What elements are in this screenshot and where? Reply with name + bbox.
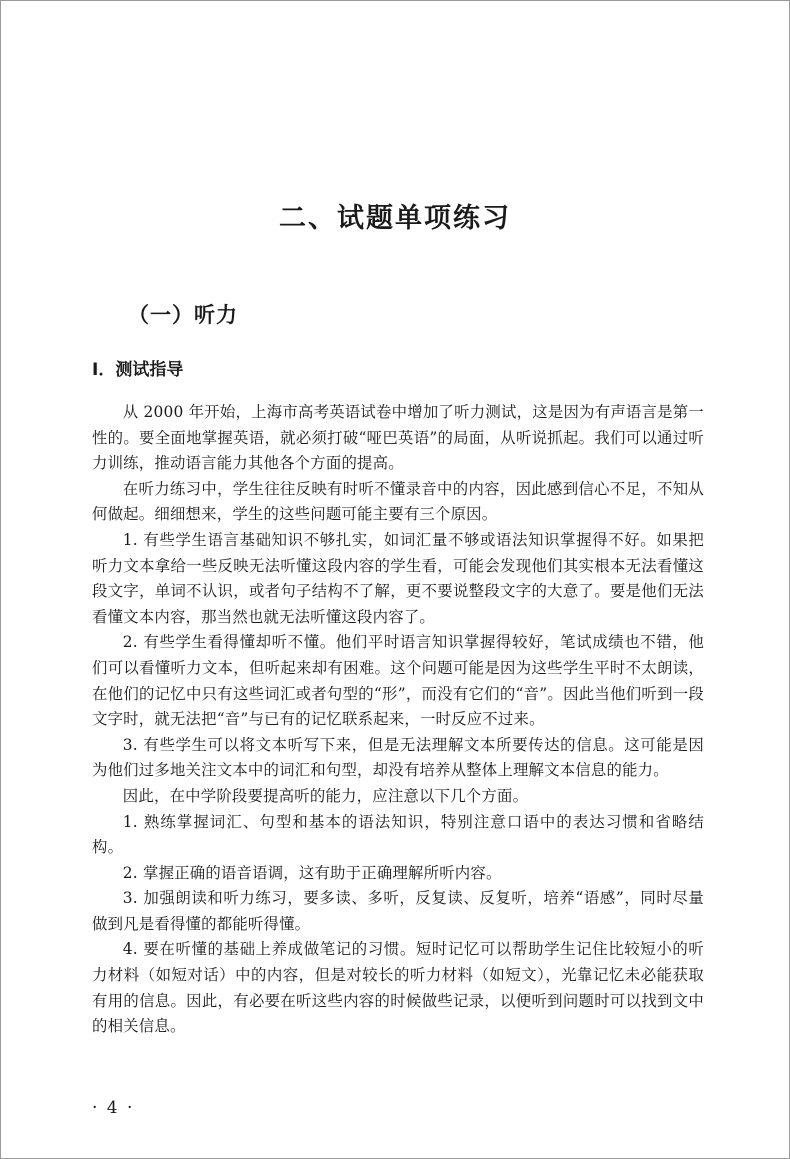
paragraph-reason-1: 1. 有些学生语言基础知识不够扎实，如词汇量不够或语法知识掌握得不好。如果把听力文本拿给一些反映无法听懂这段内容的学生看，可能会发现他们其实根本无法看懂这段文字，单词不认识，或者句子结构不了解，更不要说整段文字的大意了。要是他们无法看懂文本内容，那当然也就无法听懂这段内容了。 [92,530,704,626]
paragraph-problems: 在听力练习中，学生往往反映有时听不懂录音中的内容，因此感到信心不足，不知从何做起。细细想来，学生的这些问题可能主要有三个原因。 [92,479,704,524]
page-number: · 4 · [92,1098,135,1118]
chapter-title: 二、试题单项练习 [279,203,511,234]
body-text [92,400,704,1040]
paragraph-reason-3: 3. 有些学生可以将文本听写下来，但是无法理解文本所要传达的信息。这可能是因为他们过多地关注文本中的词汇和句型，却没有培养从整体上理解文本信息的能力。 [92,735,704,780]
paragraph-tip-1: 1. 熟练掌握词汇、句型和基本的语法知识，特别注意口语中的表达习惯和省略结构。 [92,812,704,857]
subsection-title: I．测试指导 [92,360,184,380]
paragraph-therefore: 因此，在中学阶段要提高听的能力，应注意以下几个方面。 [122,786,529,805]
paragraph-tip-3: 3. 加强朗读和听力练习，要多读、多听，反复读、反复听，培养“语感”，同时尽量做到凡是看得懂的都能听得懂。 [92,889,704,933]
paragraph-reason-2: 2. 有些学生看得懂却听不懂。他们平时语言知识掌握得较好，笔试成绩也不错，他们可以看懂听力文本，但听起来却有困难。这个问题可能是因为这些学生平时不太朗读，在他们的记忆中只有这些词汇或者句型的“形”，而没有它们的“音”。因此当他们听到一段文字时，就无法把“音”与已有的记忆联系起来，一时反应不过来。 [92,633,704,729]
section-title: （一）听力 [128,303,238,327]
paragraph-intro: 从 2000 年开始，上海市高考英语试卷中增加了听力测试，这是因为有声语言是第一性的。要全面地掌握英语，就必须打破“哑巴英语”的局面，从听说抓起。我们可以通过听力训练，推动语言能力其他各个方面的提高。 [92,403,704,473]
paragraph-tip-2: 2. 掌握正确的语音语调，这有助于正确理解所听内容。 [122,863,502,882]
paragraph-tip-4: 4. 要在听懂的基础上养成做笔记的习惯。短时记忆可以帮助学生记住比较短小的听力材料（如短对话）中的内容，但是对较长的听力材料（如短文），光靠记忆未必能获取有用的信息。因此，有必要在听这些内容的时候做些记录，以便听到问题时可以找到文中的相关信息。 [92,940,704,1036]
